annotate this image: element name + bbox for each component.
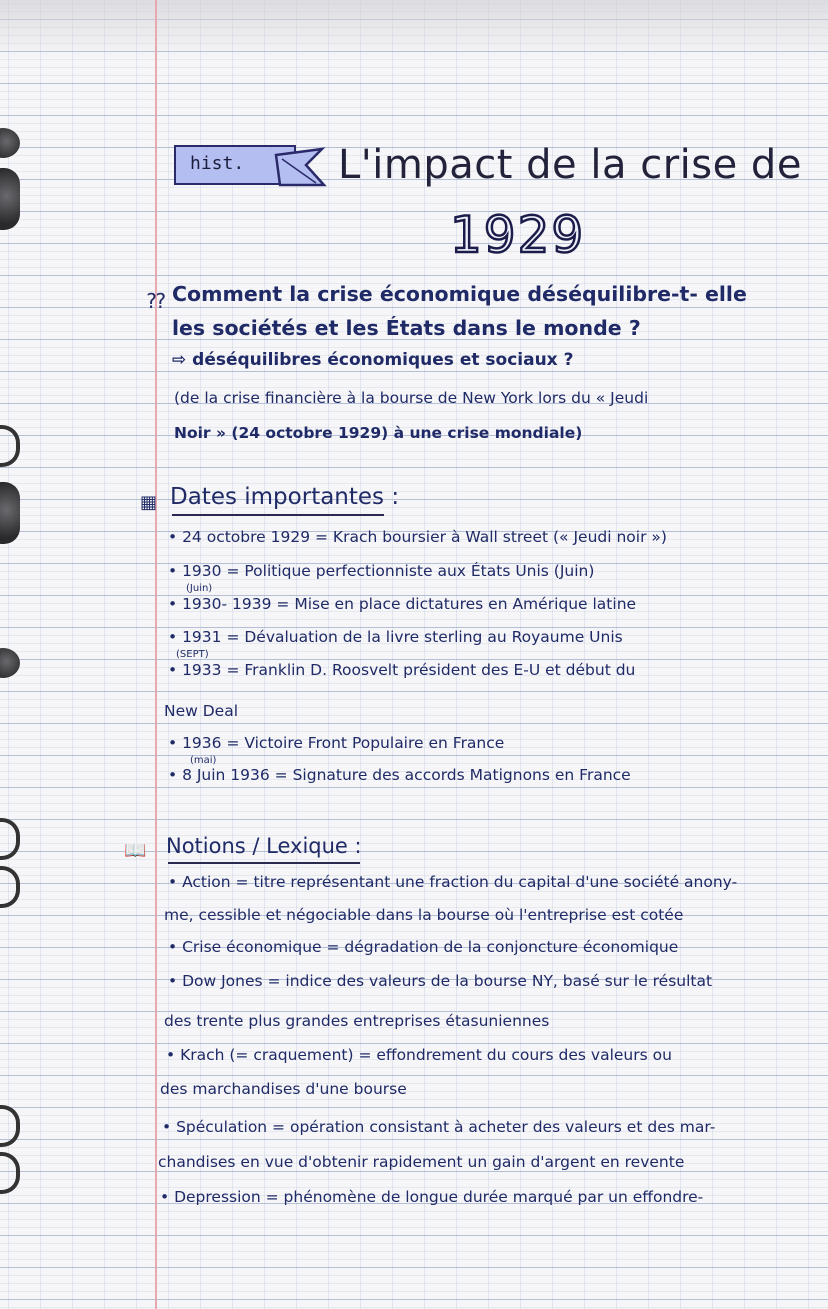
notions-title-underline [168,862,360,864]
binder-ring [0,1105,20,1147]
binder-ring [0,425,20,467]
binder-ring [0,866,20,908]
ribbon-flag-icon [272,145,328,189]
question-line-2: les sociétés et les États dans le monde ? [172,316,641,340]
subject-tag-label: hist. [190,153,245,174]
notion-line: • Depression = phénomène de longue durée marqué par un effondre- [160,1188,704,1206]
margin-line [155,0,157,1309]
notion-line: des marchandises d'une bourse [160,1080,407,1098]
date-item: • 1930- 1939 = Mise en place dictatures en Amérique latine [168,595,637,613]
notion-line: • Krach (= craquement) = effondrement du cours des valeurs ou [166,1046,672,1064]
notion-line: • Crise économique = dégradation de la conjoncture économique [168,938,679,956]
question-line-1: Comment la crise économique déséquilibre-t- elle [172,282,747,306]
date-note: (Juin) [186,583,213,594]
date-item: New Deal [164,702,239,720]
punch-hole [0,482,20,544]
binder-ring [0,1152,20,1194]
notion-line: chandises en vue d'obtenir rapidement un gain d'argent en revente [158,1153,685,1171]
date-note: (SEPT) [176,649,209,660]
notions-title: Notions / Lexique : [166,834,362,858]
date-item: • 8 Juin 1936 = Signature des accords Matignons en France [168,766,631,784]
page-top-shadow [0,0,828,60]
page-title-year: 1929 [450,206,586,264]
dates-title-underline [172,514,384,516]
question-marks-icon: ⁇ [147,289,166,313]
notion-line: me, cessible et négociable dans la bourse où l'entreprise est cotée [164,906,684,924]
question-line-5: Noir » (24 octobre 1929) à une crise mondiale) [174,424,583,442]
notion-line: • Spéculation = opération consistant à acheter des valeurs et des mar- [162,1118,716,1136]
date-item: • 1930 = Politique perfectionniste aux États Unis (Juin) [168,562,595,580]
binder-ring [0,818,20,860]
punch-hole [0,648,20,678]
dates-title: Dates importantes : [170,484,400,510]
page-title: L'impact de la crise de [338,142,802,188]
punch-hole [0,168,20,230]
notion-line: des trente plus grandes entreprises étasuniennes [164,1012,550,1030]
question-line-3: ⇨ déséquilibres économiques et sociaux ? [172,350,574,370]
question-line-4: (de la crise financière à la bourse de New York lors du « Jeudi [174,389,649,407]
date-item: • 1931 = Dévaluation de la livre sterling au Royaume Unis [168,628,623,646]
date-note: (mai) [190,755,217,766]
notion-line: • Dow Jones = indice des valeurs de la bourse NY, basé sur le résultat [168,972,713,990]
date-item: • 1936 = Victoire Front Populaire en France [168,734,505,752]
punch-hole [0,128,20,158]
date-item: • 1933 = Franklin D. Roosvelt président des E-U et début du [168,661,636,679]
calendar-icon: ▦ [140,492,158,513]
notion-line: • Action = titre représentant une fraction du capital d'une société anony- [168,873,738,891]
date-item: • 24 octobre 1929 = Krach boursier à Wall street (« Jeudi noir ») [168,528,667,546]
book-icon: 📖 [124,840,147,861]
